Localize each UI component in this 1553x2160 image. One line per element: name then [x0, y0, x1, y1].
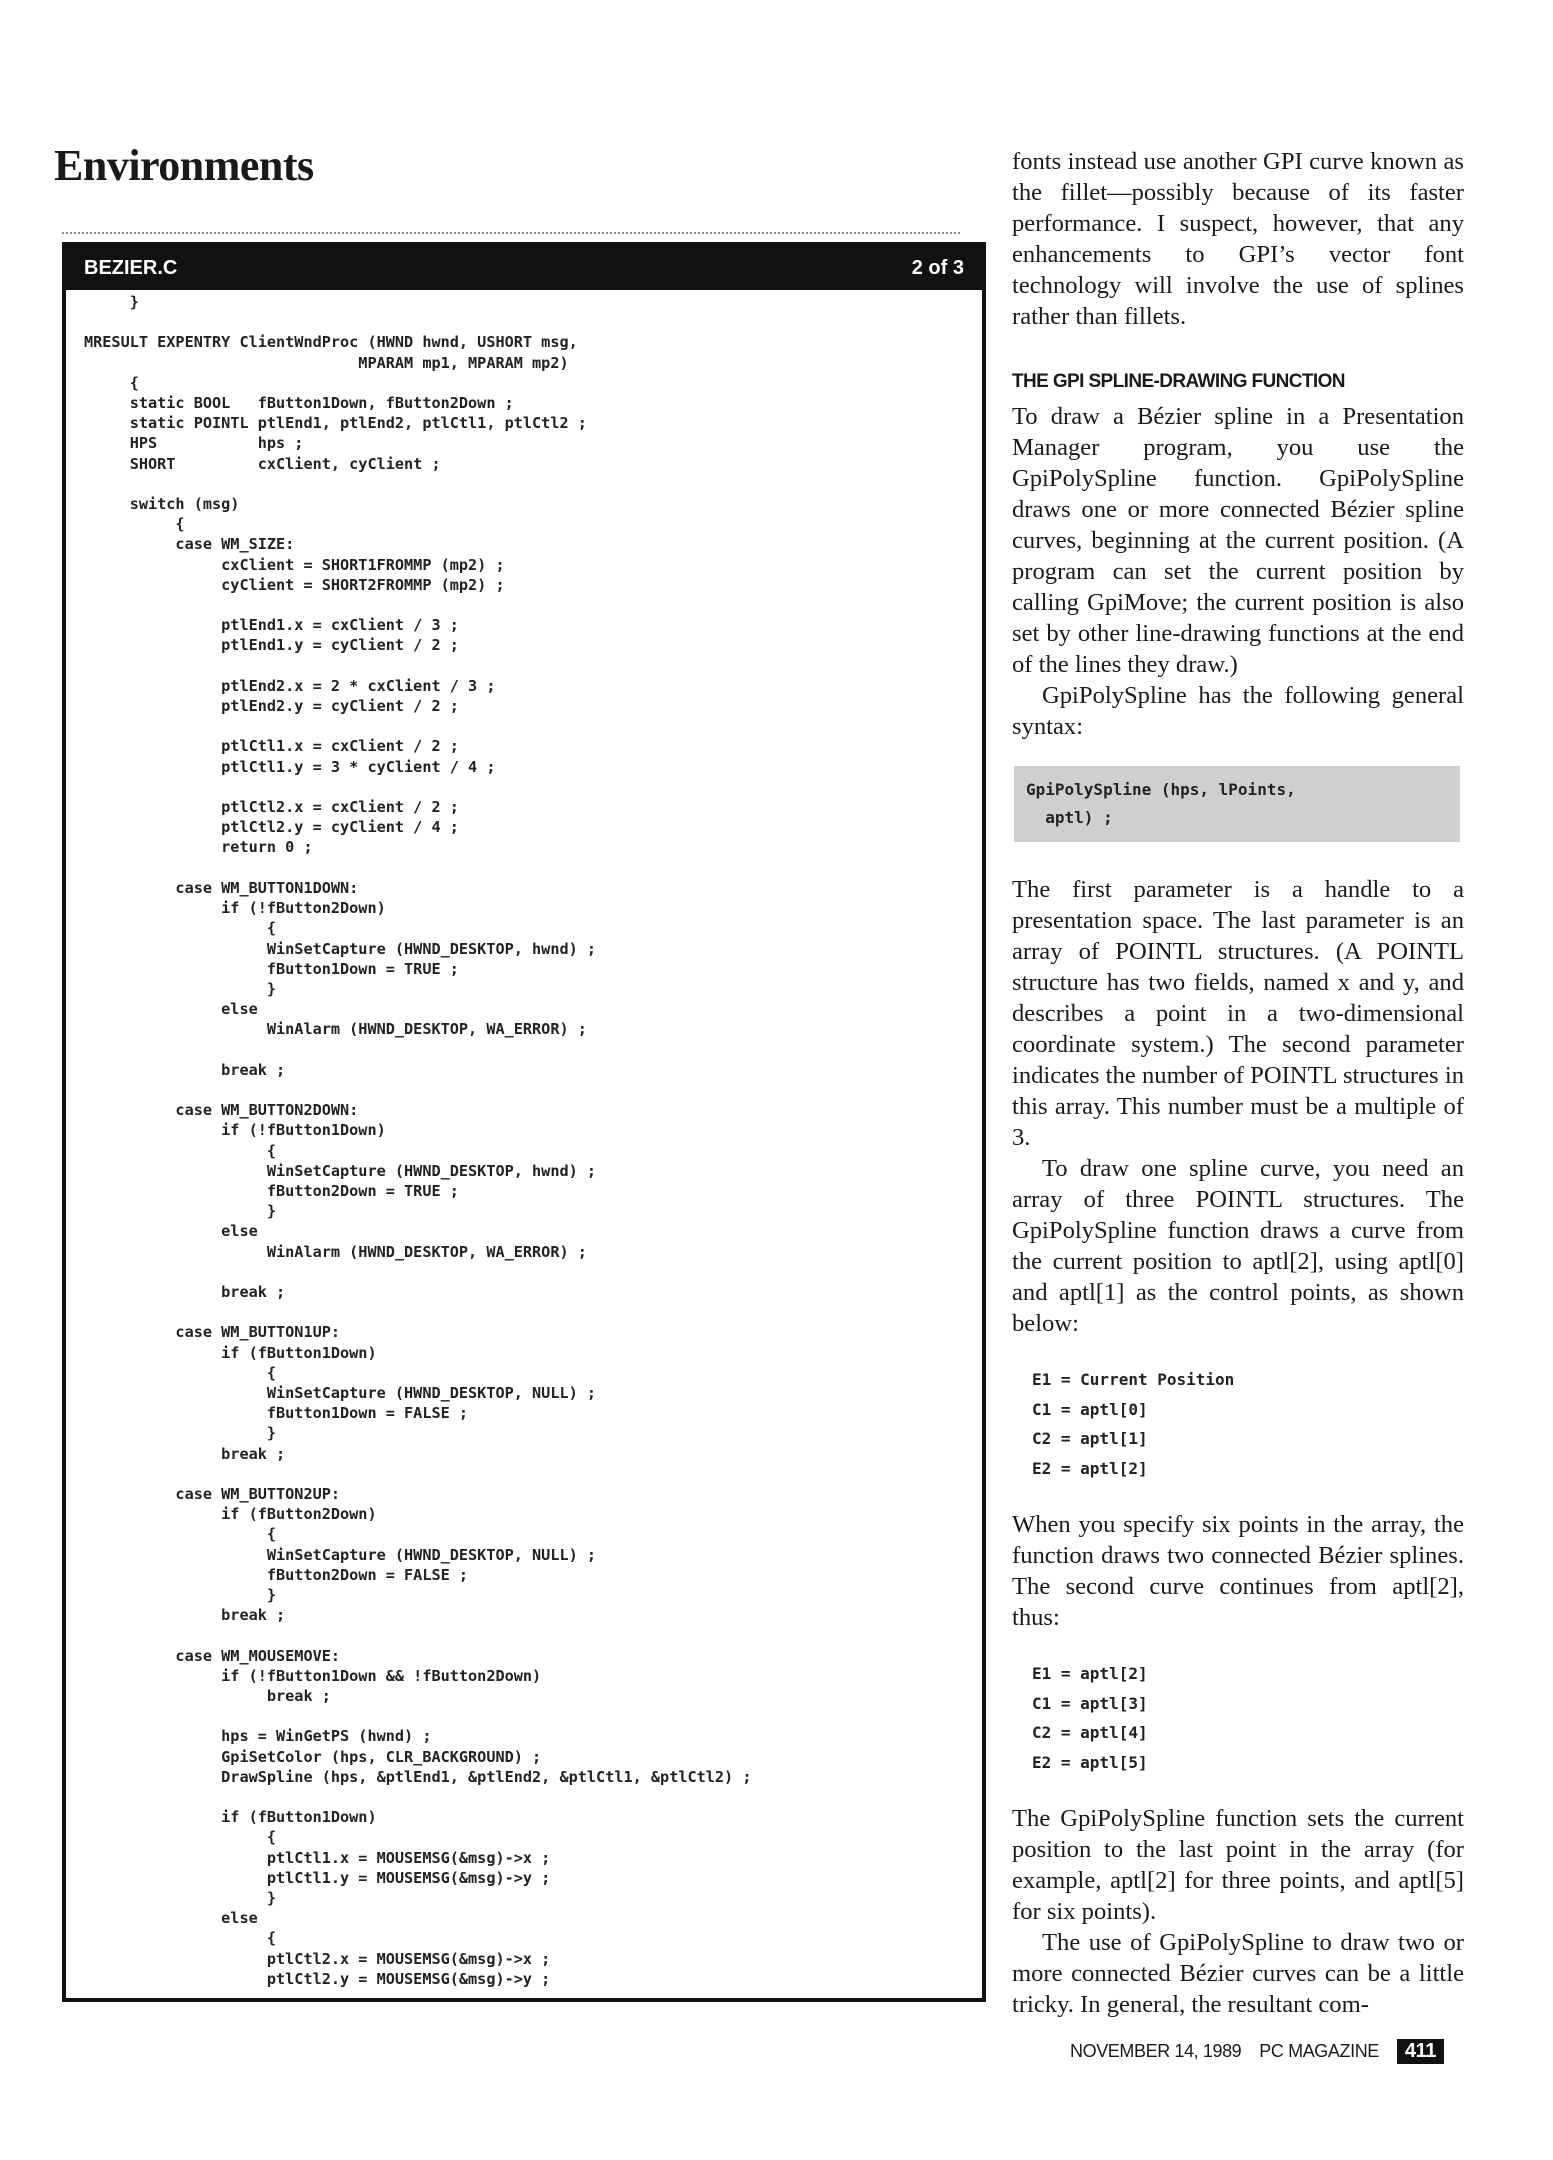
para-one-curve: To draw one spline curve, you need an array of three POINTL structures. The GpiPolySpline function draws a curve from the current position to aptl[2], using aptl[0] and aptl[1] as the control points, as shown below:: [1012, 1155, 1464, 1337]
section-title: Environments: [54, 141, 314, 190]
listing-code: } MRESULT EXPENTRY ClientWndProc (HWND hwnd, USHORT msg, MPARAM mp1, MPARAM mp2) { static BOOL fButton1Down, fButton2Down ; static POINTL ptlEnd1, ptlEnd2, ptlCtl1, ptlCtl2 ; HPS hps ; SHORT cxClient, cyClient ; switch (msg) { case WM_SIZE: cxClient = SHORT1FROMMP (mp2) ; cyClient = SHORT2FROMMP (mp2) ; ptlEnd1.x = cxClient / 3 ; ptlEnd1.y = cyClient / 2 ; ptlEnd2.x = 2 * cxClient / 3 ; ptlEnd2.y = cyClient / 2 ; ptlCtl1.x = cxClient / 2 ; ptlCtl1.y = 3 * cyClient / 4 ; ptlCtl2.x = cxClient / 2 ; ptlCtl2.y = cyClient / 4 ; return 0 ; case WM_BUTTON1DOWN: if (!fButton2Down) { WinSetCapture (HWND_DESKTOP, hwnd) ; fButton1Down = TRUE ; } else WinAlarm (HWND_DESKTOP, WA_ERROR) ; break ; case WM_BUTTON2DOWN: if (!fButton1Down) { WinSetCapture (HWND_DESKTOP, hwnd) ; fButton2Down = TRUE ; } else WinAlarm (HWND_DESKTOP, WA_ERROR) ; break ; case WM_BUTTON1UP: if (fButton1Down) { WinSetCapture (HWND_DESKTOP, NULL) ; fButton1Down = FALSE ; } break ; case WM_BUTTON2UP: if (fButton2Down) { WinSetCapture (HWND_DESKTOP, NULL) ; fButton2Down = FALSE ; } break ; case WM_MOUSEMOVE: if (!fButton1Down && !fButton2Down) break ; hps = WinGetPS (hwnd) ; GpiSetColor (hps, CLR_BACKGROUND) ; DrawSpline (hps, &ptlEnd1, &ptlEnd2, &ptlCtl1, &ptlCtl2) ; if (fButton1Down) { ptlCtl1.x = MOUSEMSG(&msg)->x ; ptlCtl1.y = MOUSEMSG(&msg)->y ; } else { ptlCtl2.x = MOUSEMSG(&msg)->x ; ptlCtl2.y = MOUSEMSG(&msg)->y ;: [84, 293, 752, 1988]
listing-part: 2 of 3: [911, 256, 964, 279]
page-number-badge: 411: [1397, 2039, 1444, 2064]
subhead-spline-function: THE GPI SPLINE-DRAWING FUNCTION: [1012, 371, 1345, 392]
para-tricky: The use of GpiPolySpline to draw two or more connected Bézier curves can be a little tricky. In general, the resultant com-: [1012, 1929, 1464, 2018]
para-current-position: The GpiPolySpline function sets the current position to the last point in the array (for example, aptl[2] for three points, and aptl[5] for six points).: [1012, 1805, 1464, 1925]
listing-filename: BEZIER.C: [84, 256, 178, 279]
footer-magazine: PC MAGAZINE: [1259, 2041, 1379, 2061]
page-footer: [1070, 2039, 1444, 2064]
para-params: The first parameter is a handle to a presentation space. The last parameter is an array of POINTL structures. (A POINTL structure has two fields, named x and y, and describes a point in a two-dimensional coordinate system.) The second parameter indicates the number of POINTL structures in this array. This number must be a multiple of 3.: [1012, 876, 1464, 1151]
code-one-curve: E1 = Current Position C1 = aptl[0] C2 = aptl[1] E2 = aptl[2]: [1032, 1370, 1235, 1478]
para-six-points: When you specify six points in the array, the function draws two connected Bézier splines. The second curve continues from aptl[2], thus:: [1012, 1511, 1464, 1631]
top-divider: [62, 232, 960, 234]
para-draw: To draw a Bézier spline in a Presentation Manager program, you use the GpiPolySpline function. GpiPolySpline draws one or more connected Bézier spline curves, beginning at the current position. (A program can set the current position by calling GpiMove; the current position is also set by other line-drawing functions at the end of the lines they draw.): [1012, 403, 1464, 678]
syntax-code-box: GpiPolySpline (hps, lPoints, aptl) ;: [1014, 766, 1460, 842]
code-two-curves: E1 = aptl[2] C1 = aptl[3] C2 = aptl[4] E2 = aptl[5]: [1032, 1664, 1148, 1772]
footer-date: NOVEMBER 14, 1989: [1070, 2041, 1242, 2061]
para-intro: fonts instead use another GPI curve known as the fillet—possibly because of its faster performance. I suspect, however, that any enhancements to GPI’s vector font technology will involve the use of splines rather than fillets.: [1012, 148, 1464, 330]
para-syntax-intro: GpiPolySpline has the following general syntax:: [1012, 682, 1464, 740]
code-listing: [62, 242, 986, 2002]
article-column: [1012, 146, 1464, 2020]
listing-header: [66, 246, 982, 290]
